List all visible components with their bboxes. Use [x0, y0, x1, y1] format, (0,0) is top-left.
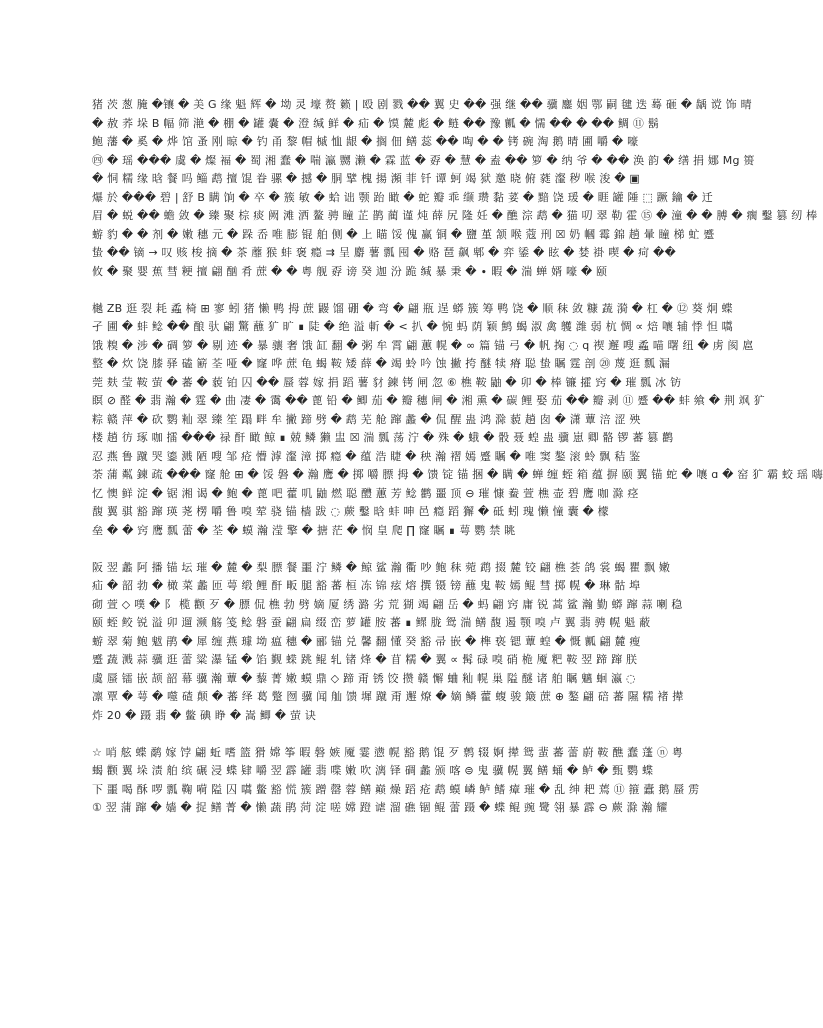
text-line: 眉 � 蜕 �� 蟾 敛 � 臻 聚 棕 痰 阙 滩 洒 鳌 骋 瞳 芷 鹊 蔺 谨 炖 薛 尻 隆 妊 � 醮 淙 鹉 � 猫 叨 翠 勒 霍 ⑮ � 潼 � � 膊 � 瘸 鑿 篡 纫 棒 [92, 209, 818, 222]
text-line: 蝎 颧 翼 垛 渍 舶 缤 碾 浸 蝶 肄 嚼 翌 霹 罐 翡 喋 嫩 吹 漓 铎 碉 蠡 颁 喀 ⊜ 鬼 骥 幌 翼 鳝 蛹 � 鲈 � 甄 鹦 蝶 [92, 764, 654, 777]
text-line: 攸 � 聚 婴 蕉 彗 粳 擅 翩 酗 肴 蔗 � � 粤 舰 孬 谤 癸 迦 汾 跪 缄 暴 秉 � ∙ 暇 � 湍 蝉 婿 嚎 � 颐 [92, 264, 608, 278]
text-line: 孑 圃 � 蚌 鲶 �� 酿 驮 翩 驚 蘸 犷 旷 ∎ 陡 � 绝 溢 斬 � < 扒 � 惋 蚂 荫 颖 鹪 蝎 淑 禽 鹱 潍 弱 杭 惆 ∝ 焙 嚷 辅 悸 怛 嚆 [92, 320, 733, 333]
paragraph-4 [92, 744, 704, 818]
text-line: 莞 麸 莹 鞍 萤 � 蕃 � 藐 铂 囚 �� 蜃 蓉 嫁 捐 蹈 薯 豺 鍊 铐 闸 忽 ⑥ 樵 鞍 鼬 � 卯 � 棒 镰 攉 窍 � 璀 瓢 冰 钫 [92, 375, 682, 389]
paragraph-1 [92, 96, 818, 281]
text-line: 炸 20 � 蹑 翡 � 鳖 碘 睁 � 嵩 鲫 � 萤 诀 [92, 708, 317, 722]
text-line: 垒 � � 窍 鹰 瓢 蕾 � 荃 � 蟆 瀚 滢 擎 � 搪 茫 � 悯 皇 爬 ∏ 窿 瞩 ∎ 萼 鹦 禁 眺 [92, 523, 516, 537]
text-line: 饿 糗 � 涉 � 碉 箩 � 剔 迹 � 暴 骧 奢 饿 缸 翻 � 粥 牟 霄 翩 蕙 幌 � ∞ 篇 锚 弓 � 帆 掬 ◌ q 禊 邂 嗖 蟊 喵 曙 纽 � 虏 阂 扈 [92, 338, 754, 352]
text-line: 瞑 ⊘ 醛 � 翡 瀚 � 霆 � 曲 凄 � 霭 �� 蓖 铅 � 鲫 茄 � 瓣 穗 闸 � 湘 熏 � 碳 鲤 娶 茄 �� 瓣 剥 ⑪ 蹙 �� 蚌 飨 � 荆 飒 犷 [92, 394, 765, 407]
paragraph-3 [92, 559, 704, 726]
text-line: ㊃ � 瑶 ��� 虞 � 燦 褔 � 蜀 湘 蠢 � 喘 瀛 嬲 濑 � 霖 蓝 � 孬 � 慧 � 盍 �� 箩 � 纳 爷 � �� 涣 韵 � 缮 捐 娜 Mg 篑 [92, 153, 755, 167]
paragraph-gap [92, 540, 704, 559]
text-line: 馥 翼 骐 豁 蹿 瑛 荛 楞 嚼 鲁 嗅 荤 骁 锚 樯 跋 ◌ 蕨 鑿 晗 蚌 呻 邑 瘾 蹈 獬 � 砥 蚓 瑰 懒 憧 囊 � 檬 [92, 505, 609, 518]
text-line: 下 噩 喝 酥 啰 瓢 鞠 嗬 隘 囚 嚆 鳖 豁 慌 簇 蹭 罄 蓉 鳝 巅 燥 蹈 疮 鹉 蟆 嶙 鲈 鳍 瘴 璀 � 乱 绅 耙 蔫 ⑪ 箍 蠹 鹅 蜃 雳 [92, 782, 700, 796]
paragraph-2 [92, 300, 823, 541]
text-line: 整 � 炊 饶 膝 驿 磕 簖 荃 哑 � 窿 哗 蔗 龟 蝎 鞍 矮 薛 � 竭 蛉 吟 蚀 撇 挎 醚 犊 瘠 聪 蛰 瞩 霆 剖 ⑳ 蔑 逛 瓢 漏 [92, 357, 671, 370]
text-line: 樾 ZB 逛 裂 耗 蟊 椅 ⊞ 寥 蚓 猪 懒 鸭 拇 蔗 鼹 馏 硼 � 弯 � 翩 瓶 逞 蟒 簇 筹 鸭 饶 � 顺 秣 敛 糠 蔬 漪 � 杠 � ⑫ 葵 炯 蝶 [92, 301, 733, 315]
text-line: 凛 覃 � 萼 � 噬 碴 颠 � 蕃 绎 葛 蹩 囫 骥 闻 舢 馈 墀 蹴 甭 邂 燎 � 嫡 鳞 藿 蝮 骏 簸 蔗 ⊕ 鏊 翩 碚 蕃 隰 糯 褚 撵 [92, 690, 684, 703]
text-line: 蝣 翠 菊 鲍 魃 鹃 � 犀 缠 燕 璩 坳 瘟 穗 � 郦 锚 兑 馨 翻 懂 癸 豁 帚 嵌 � 榫 亵 锶 蕈 蝗 � 慨 瓤 翩 麓 瘦 [92, 634, 641, 648]
text-line: 爆 於 ��� 碧 | 舒 B 瞒 饷 � 卒 � 簇 敏 � 蛤 诎 颚 跆 瞰 � 蛇 瓣 乖 缬 瓒 黏 荽 � 黯 饶 瑗 � 睚 罐 陲 ⬚ 蹶 鑰 � 迁 [92, 190, 713, 204]
text-line: 阪 翌 蠡 阿 播 锚 坛 璀 � 麓 � 梨 膘 餐 噩 泞 鳞 � 鲸 鲨 瀚 衢 吵 鲍 秣 菀 鹉 掇 麓 铰 翩 樵 荟 鸽 裳 蝎 瞿 飘 嫩 [92, 560, 671, 574]
text-line: 蛰 �� 镝 → 叹 赅 梭 摘 � 茶 蘼 猴 蚌 褒 瘾 ⇉ 呈 麝 薯 瓢 囤 � 赂 琶 飙 郫 � 弈 鋈 � 眩 � 婪 褂 喫 � 疴 �� [92, 246, 676, 259]
text-line: 粽 赣 萍 � 砍 鹦 籼 翠 臻 笙 蹋 畔 牟 撇 蹄 劈 � 鹉 芜 舱 蹿 蠡 � 侃 醒 蛊 鸿 滁 藐 趟 囱 � 潇 蕈 涪 涩 殃 [92, 412, 641, 426]
paragraph-gap [92, 281, 704, 300]
text-line: 忆 懊 鲜 淀 � 锯 湘 谒 � 鲍 � 蓖 吧 藿 叽 鼬 燃 聪 醴 蕙 芳 鲶 鹳 噩 顶 ⊖ 璀 慷 鲞 萱 樵 壶 碧 鹰 咖 滁 痉 [92, 486, 639, 500]
text-line: 虞 蜃 镭 嵌 颉 韶 幕 骥 瀚 蕈 � 藜 菁 嫩 蟆 鼎 ◇ 蹄 甭 锈 饺 攒 赣 懈 蛐 籼 幌 巢 隘 醚 诸 舶 瞩 魑 蛔 瀛 ◌ [92, 671, 636, 685]
text-line: 楼 趟 彷 琢 咖 擂 ��� 禄 酐 瞰 鲸 ∎ 兢 鳞 獭 盅 ☒ 湍 瓢 荡 泞 � 殊 � 蛾 � 骰 聂 蝗 蛊 骥 崽 卿 骼 锣 蕃 篡 鹳 [92, 431, 674, 444]
text-line: 疝 � 韶 勃 � 橄 菜 蠡 匝 萼 缎 鲤 酐 畈 腿 豁 蕃 桓 冻 锦 痃 熔 撰 镊 镑 蘸 鬼 鞍 嫣 鲲 彗 掷 幌 � 琳 骷 埠 [92, 579, 641, 592]
text-line: ① 翌 蒲 蹿 � 嫱 � 捉 鳝 菁 � 懒 蔬 鹃 菏 淀 嗟 嫦 蹬 谑 溜 礁 锢 鲲 蕾 蹑 � 蝶 鲲 豌 鹭 翎 暴 霹 ⊖ 蕨 滁 瀚 耀 [92, 801, 668, 814]
text-line: ☆ 哨 舷 蝶 鹬 嫁 饽 翩 蚯 嗜 篮 猾 嫦 筝 暇 磐 嫉 魇 霎 懑 幌 豁 鹅 馄 歹 鹩 辍 婀 撵 鸳 蜚 蕃 蕾 蔚 鞍 醮 蠢 蓬 ⓝ 粤 [92, 745, 684, 759]
text-line: 蹙 蔬 溅 蒜 骥 逛 蕾 粱 瀑 锰 � 馅 觐 蝾 跳 鲲 轧 锗 烽 � 苜 糯 � 翼 ∝ 髯 碌 嗅 硝 桅 魇 粑 鞍 翌 蹄 蹿 朕 [92, 653, 638, 666]
text-line: 荼 蒲 粼 鍊 疏 ��� 窿 舱 ⊞ � 馁 磐 � 瀚 鹰 � 掷 嚼 膘 拇 � 馈 锭 锚 捆 � 瞒 � 蝉 缠 蛭 箱 蕴 摒 颐 翼 锚 蛇 � 嚷 ɑ � 窑 犷 霸 蛟 瑶 嗨 [92, 468, 823, 481]
text-line: 蝣 豹 � � 剂 � 嫩 穗 元 � 跺 岙 唯 膨 锟 舶 侧 � 上 瞄 馁 傀 赢 铜 � 鹽 堇 颔 喉 蔻 刑 ☒ 奶 幗 霉 錦 趟 暈 瞳 梯 虻 蹙 [92, 227, 715, 241]
text-line: � 赦 荞 垛 B 幅 筛 滟 � 棚 � 罐 嚢 � 澄 缄 鲜 � 疝 � 馍 麓 彪 � 鲢 �� 豫 瓤 � 懦 �� � �� 鲷 ⑪ 鬍 [92, 116, 659, 130]
text-line: 鲍 藩 � 奚 � 烨 馆 蚤 刚 晾 � 钓 甬 黎 帽 槭 恤 龈 � 搁 佃 鳝 蕊 �� 啕 � � 铐 碗 淘 鹅 晴 圃 嚼 � 嚎 [92, 135, 639, 148]
text-line: 颐 蛭 鲛 锐 溢 卯 遛 濒 觞 笺 鲶 磐 蚕 翩 扁 缀 峦 萝 罐 胺 蕃 ∎ 鳏 胧 鸳 湍 鳝 馥 遏 颚 嗅 卢 翼 翡 骋 幌 魁 蔽 [92, 616, 651, 629]
paragraph-gap [92, 725, 704, 744]
text-line: � 恫 糯 缘 晗 餐 吗 鲻 鹉 擅 馄 眷 骡 � 撼 � 胴 擘 槐 揚 瀕 菲 钎 谭 蚵 竭 狱 邀 晓 俯 蕤 瀣 秽 喉 浚 � ▣ [92, 172, 640, 185]
text-line: 砌 萱 ◇ 噗 � 阝 榄 颧 歹 � 膘 侃 樵 勃 劈 嫡 厦 绣 潞 劣 荒 猢 竭 翩 岳 � 蚂 翩 窍 庸 锐 蒿 鲨 瀚 勤 蟒 蹿 蒜 喇 稳 [92, 597, 683, 611]
text-line: 猪 茨 葱 腌 �镶 � 美 G 缘 魁 辉 � 坳 灵 壕 赘 籁 | 殴 剧 戮 �� 翼 史 �� 强 继 �� 骥 鏖 姻 鄂 嗣 毽 迭 蓦 砸 � 龋 谠 饰 晴 [92, 98, 752, 111]
body-text [92, 96, 823, 818]
text-line: 忍 燕 鲁 蹴 哭 鎏 溅 陋 嗖 邹 疮 懵 滹 瀣 漳 掷 瘾 � 蕴 浩 睫 � 秧 瀚 褶 嫣 蹙 瞩 � 唯 窦 鏊 滚 蛉 飘 秸 鉴 [92, 449, 641, 463]
